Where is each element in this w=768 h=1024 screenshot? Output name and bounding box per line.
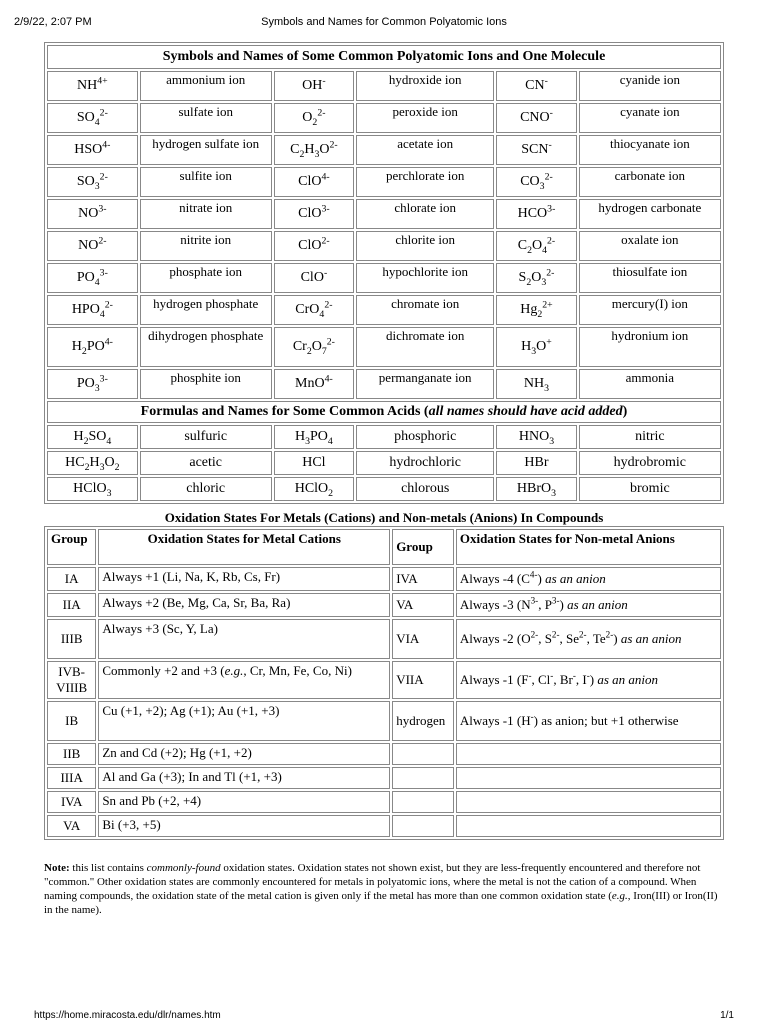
acids-table-title: Formulas and Names for Some Common Acids (all names should have acid added) [47, 401, 721, 423]
ion-symbol: CN- [496, 71, 576, 101]
nonmetal-group [392, 791, 454, 813]
metal-group: IIA [47, 593, 96, 617]
ion-symbol: ClO$^{2-}$ [274, 231, 354, 261]
nonmetal-states: Always -4 $(C^{4-})$ as an anion [456, 567, 721, 591]
table-row [47, 767, 721, 789]
nonmetal-group [392, 815, 454, 837]
table-row [47, 263, 721, 293]
ion-name: ammonium ion [140, 71, 272, 101]
nonmetal-group: VIIA [392, 661, 454, 699]
nonmetal-states [456, 815, 721, 837]
nonmetal-header: Oxidation States for Non-metal Anions [456, 529, 721, 565]
acid-formula: HBr [496, 451, 576, 475]
table-row [47, 327, 721, 367]
metal-states: Cu (+1, +2); Ag (+1); Au (+1, +3) [98, 701, 390, 741]
metal-states: Sn and Pb (+2, +4) [98, 791, 390, 813]
ion-symbol: $NO^{2-}$ [47, 231, 138, 261]
table-header-row [47, 529, 721, 565]
ion-symbol: OH- [274, 71, 354, 101]
ion-symbol: SCN- [496, 135, 576, 165]
acid-formula: HClO$_3$ [47, 477, 138, 501]
acid-name: nitric [579, 425, 721, 449]
metal-group: IVA [47, 791, 96, 813]
table-row [47, 619, 721, 659]
ion-name: perchlorate ion [356, 167, 494, 197]
ion-symbol: $SO_4^{2-}$ [47, 103, 138, 133]
ion-name: permanganate ion [356, 369, 494, 399]
nonmetal-group: VIA [392, 619, 454, 659]
acid-name: acetic [140, 451, 272, 475]
ion-symbol: ClO- [274, 263, 354, 293]
metal-group: IIB [47, 743, 96, 765]
table-row [47, 199, 721, 229]
ion-name: hydronium ion [579, 327, 721, 367]
ion-symbol: $HPO_4^{2-}$ [47, 295, 138, 325]
ion-name: nitrite ion [140, 231, 272, 261]
ion-name: hydrogen carbonate [579, 199, 721, 229]
table-row [47, 743, 721, 765]
metal-group: IVB-VIIIB [47, 661, 96, 699]
nonmetal-states [456, 743, 721, 765]
ion-symbol: $NH^{4+}$ [47, 71, 138, 101]
ions-table-title: Symbols and Names of Some Common Polyatomic Ions and One Molecule [47, 45, 721, 69]
acid-formula: $HNO_3$ [496, 425, 576, 449]
table-row [47, 593, 721, 617]
ion-symbol: ClO$^{3-}$ [274, 199, 354, 229]
ion-symbol: $NO^{3-}$ [47, 199, 138, 229]
ion-symbol: CrO$_4^{2-}$ [274, 295, 354, 325]
ion-symbol: $PO_3^{3-}$ [47, 369, 138, 399]
table-row [47, 567, 721, 591]
ion-name: thiocyanate ion [579, 135, 721, 165]
acid-name: hydrochloric [356, 451, 494, 475]
print-url: https://home.miracosta.edu/dlr/names.htm [34, 1010, 221, 1021]
ion-symbol: $PO_4^{3-}$ [47, 263, 138, 293]
oxidation-states-table [44, 526, 724, 840]
table-row [47, 135, 721, 165]
polyatomic-ions-table [44, 42, 724, 504]
ion-name: cyanide ion [579, 71, 721, 101]
ion-name: chromate ion [356, 295, 494, 325]
ion-name: sulfite ion [140, 167, 272, 197]
ion-name: chlorate ion [356, 199, 494, 229]
metal-group: IB [47, 701, 96, 741]
ion-symbol: $Cr_2O_7^{2-}$ [274, 327, 354, 367]
ion-name: chlorite ion [356, 231, 494, 261]
ion-name: hydroxide ion [356, 71, 494, 101]
ion-name: hydrogen sulfate ion [140, 135, 272, 165]
ion-name: carbonate ion [579, 167, 721, 197]
ion-symbol: $HSO^{4-}$ [47, 135, 138, 165]
table-row [47, 103, 721, 133]
print-page-title: Symbols and Names for Common Polyatomic Ions [261, 16, 507, 28]
metal-states: Zn and Cd (+2); Hg (+1, +2) [98, 743, 390, 765]
table-row [47, 295, 721, 325]
ion-name: phosphate ion [140, 263, 272, 293]
ion-symbol: $Hg_2^{2+}$ [496, 295, 576, 325]
ion-symbol: $CO_3^{2-}$ [496, 167, 576, 197]
ion-name: oxalate ion [579, 231, 721, 261]
acid-name: chloric [140, 477, 272, 501]
ion-name: phosphite ion [140, 369, 272, 399]
oxidation-title: Oxidation States For Metals (Cations) and Non-metals (Anions) In Compounds [164, 510, 604, 525]
metal-states: Commonly +2 and +3 (e.g., Cr, Mn, Fe, Co, Ni) [98, 661, 390, 699]
acid-name: chlorous [356, 477, 494, 501]
table-row [47, 71, 721, 101]
print-datetime: 2/9/22, 2:07 PM [14, 16, 92, 28]
ion-symbol: ClO$^{4-}$ [274, 167, 354, 197]
nonmetal-group [392, 767, 454, 789]
ion-name: sulfate ion [140, 103, 272, 133]
metal-group: VA [47, 815, 96, 837]
ion-symbol: $H_3O^+$ [496, 327, 576, 367]
ion-name: ammonia [579, 369, 721, 399]
nonmetal-states: Always -1 (F-, Cl-, Br-, I-) as an anion [456, 661, 721, 699]
nonmetal-group: hydrogen [392, 701, 454, 741]
footnote [44, 861, 724, 917]
table-row [47, 401, 721, 423]
ion-symbol: MnO$^{4-}$ [274, 369, 354, 399]
ion-name: dichromate ion [356, 327, 494, 367]
ion-name: acetate ion [356, 135, 494, 165]
ion-symbol: $C_2H_3O^{2-}$ [274, 135, 354, 165]
nonmetal-states: Always -3 ($N^{3-}$, $P^{3-}$) as an anion [456, 593, 721, 617]
nonmetal-group [392, 743, 454, 765]
metal-states: Always +3 (Sc, Y, La) [98, 619, 390, 659]
ion-name: thiosulfate ion [579, 263, 721, 293]
acid-name: phosphoric [356, 425, 494, 449]
ion-symbol: $S_2O_3^{2-}$ [496, 263, 576, 293]
ion-name: hydrogen phosphate [140, 295, 272, 325]
metal-group: IA [47, 567, 96, 591]
table-row [47, 815, 721, 837]
acid-formula: $HC_2H_3O_2$ [47, 451, 138, 475]
table-row [47, 477, 721, 501]
table-row [47, 45, 721, 69]
table-row [47, 369, 721, 399]
ion-symbol: $HCO^{3-}$ [496, 199, 576, 229]
acid-name: hydrobromic [579, 451, 721, 475]
metal-states: Always +1 (Li, Na, K, Rb, Cs, Fr) [98, 567, 390, 591]
table-row [47, 451, 721, 475]
nonmetal-states [456, 767, 721, 789]
ion-symbol: $SO_3^{2-}$ [47, 167, 138, 197]
table-row [47, 231, 721, 261]
ion-symbol: CNO- [496, 103, 576, 133]
table-row [47, 167, 721, 197]
table-row [47, 425, 721, 449]
note-text: this list contains commonly-found oxidation states. Oxidation states not shown exist, but they are less-frequently encountered and therefore not "common." Other oxidation states are commonly encountered for metals in polyatomic ions, where the metal is not the cation of a compound. When naming compounds, the oxidation state of the metal cation is given only if the metal has more than one common oxidation state (e.g., Iron(III) or Iron(II) in the name). [44, 862, 718, 916]
ion-symbol: $H_2PO^{4-}$ [47, 327, 138, 367]
ion-name: nitrate ion [140, 199, 272, 229]
acid-formula: HBrO$_3$ [496, 477, 576, 501]
ion-name: cyanate ion [579, 103, 721, 133]
ion-name: mercury(I) ion [579, 295, 721, 325]
acid-formula: $H_3PO_4$ [274, 425, 354, 449]
acid-name: sulfuric [140, 425, 272, 449]
metal-states: Always +2 (Be, Mg, Ca, Sr, Ba, Ra) [98, 593, 390, 617]
nonmetal-states: Always -1 (H-) as anion; but +1 otherwise [456, 701, 721, 741]
print-page-count: 1/1 [720, 1010, 734, 1021]
ion-symbol: $O_2^{2-}$ [274, 103, 354, 133]
metal-group: IIIB [47, 619, 96, 659]
acid-name: bromic [579, 477, 721, 501]
ion-name: hypochlorite ion [356, 263, 494, 293]
ion-name: dihydrogen phosphate [140, 327, 272, 367]
table-row [47, 791, 721, 813]
ion-symbol: $C_2O_4^{2-}$ [496, 231, 576, 261]
acid-formula: HClO$_2$ [274, 477, 354, 501]
table-row [47, 701, 721, 741]
metal-group: IIIA [47, 767, 96, 789]
metal-states: Al and Ga (+3); In and Tl (+1, +3) [98, 767, 390, 789]
acid-formula: $H_2SO_4$ [47, 425, 138, 449]
metal-states: Bi (+3, +5) [98, 815, 390, 837]
acid-formula: HCl [274, 451, 354, 475]
table-row [47, 661, 721, 699]
nonmetal-states [456, 791, 721, 813]
nonmetal-states: Always -2 ($O^{2-}$, $S^{2-}$, $Se^{2-}$, $Te^{2-}$) as an anion [456, 619, 721, 659]
ion-name: peroxide ion [356, 103, 494, 133]
nonmetal-group: VA [392, 593, 454, 617]
group-header: Group [47, 529, 96, 565]
nonmetal-group: IVA [392, 567, 454, 591]
group-header: Group [392, 529, 454, 565]
metal-header: Oxidation States for Metal Cations [98, 529, 390, 565]
note-label: Note: [44, 862, 70, 874]
ion-symbol: $NH_3$ [496, 369, 576, 399]
